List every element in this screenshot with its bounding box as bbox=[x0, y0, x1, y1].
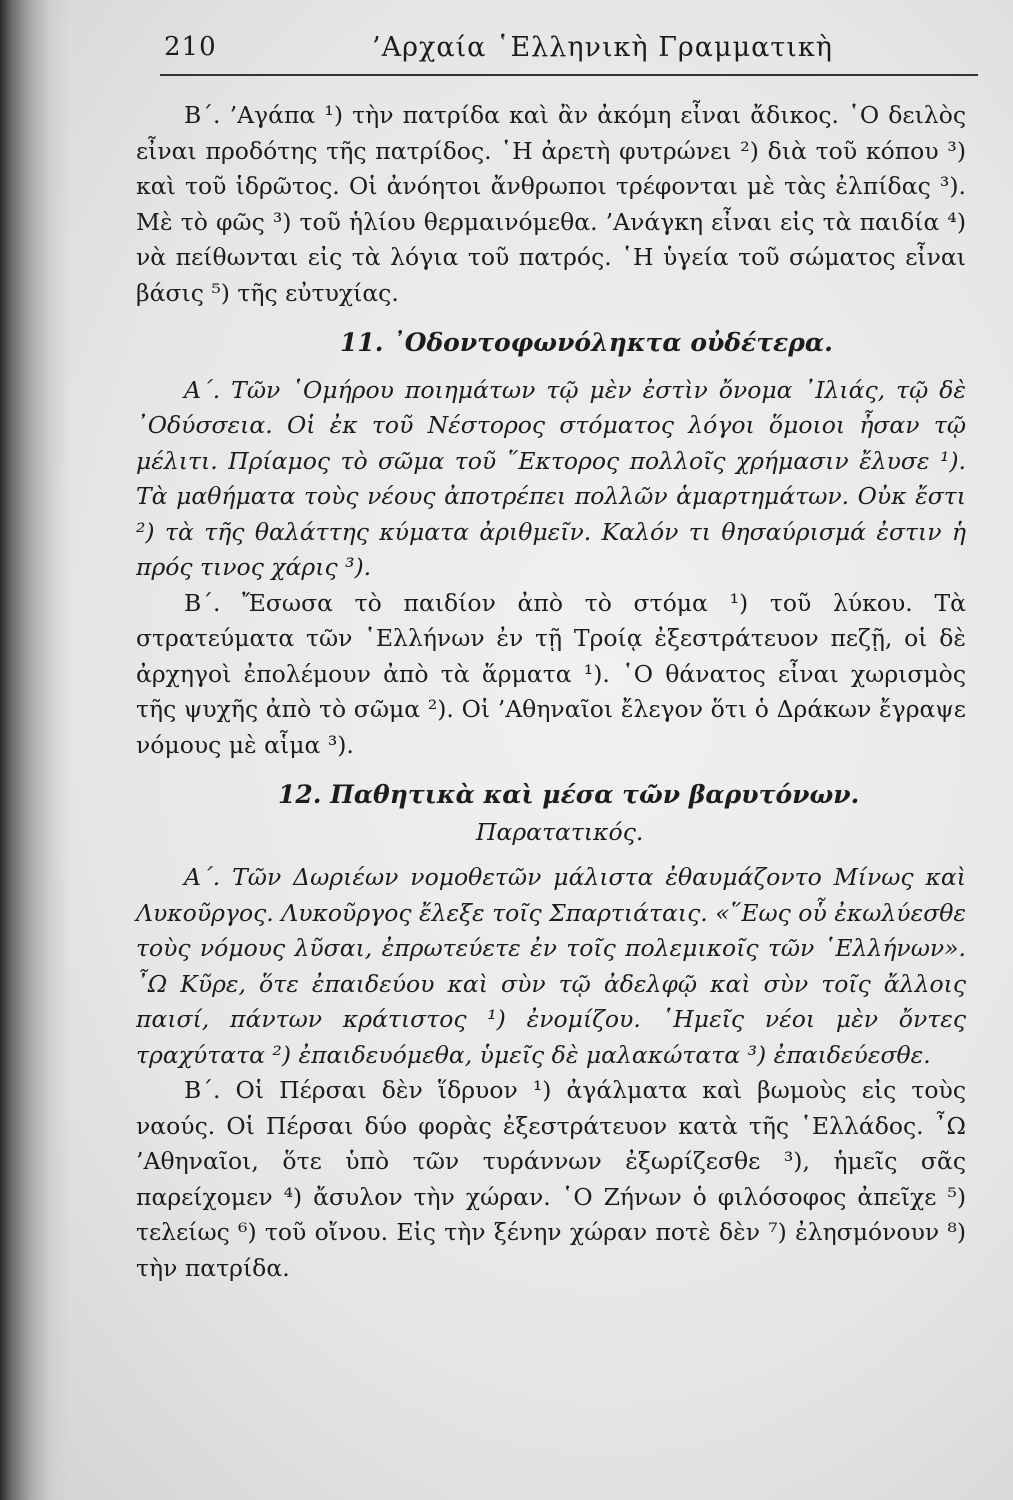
book-spine-shadow bbox=[0, 0, 70, 1500]
page-body bbox=[136, 98, 966, 1286]
running-title: ’Αρχαία ῾Ελληνικὴ Γραμματικὴ bbox=[372, 32, 833, 63]
paragraph-11-a: Α΄. Τῶν ῾Ομήρου ποιημάτων τῷ μὲν ἐστὶν ὄνομα ᾿Ιλιάς, τῷ δὲ ᾿Οδύσσεια. Οἱ ἐκ τοῦ Νέστορος στόματος λόγοι ὅμοιοι ἦσαν τῷ μέλιτι. Πρίαμος τὸ σῶμα τοῦ ῞Εκτορος πολλοῖς χρήμασιν ἔλυσε ¹). Τὰ μαθήματα τοὺς νέους ἀποτρέπει πολλῶν ἁμαρτημάτων. Οὐκ ἔστι ²) τὰ τῆς θαλάττης κύματα ἀριθμεῖν. Καλόν τι θησαύρισμά ἐστιν ἡ πρός τινος χάρις ³). bbox=[136, 375, 966, 581]
subheading-imperfect: Παρατατικός. bbox=[476, 817, 644, 846]
paragraph-11-b: Β΄. Ἔσωσα τὸ παιδίον ἀπὸ τὸ στόμα ¹) τοῦ λύκου. Τὰ στρατεύματα τῶν ῾Ελλήνων ἐν τῇ Τροίᾳ ἐξεστράτευον πεζῇ, οἱ δὲ ἀρχηγοὶ ἐπολέμουν ἀπὸ τὰ ἅρματα ¹). ῾Ο θάνατος εἶναι χωρισμὸς τῆς ψυχῆς ἀπὸ τὸ σῶμα ²). Οἱ ’Αθηναῖοι ἔλεγον ὅτι ὁ Δράκων ἔγραψε νόμους μὲ αἷμα ³). bbox=[136, 588, 966, 759]
paragraph-12-b: Β΄. Οἱ Πέρσαι δὲν ἵδρυον ¹) ἀγάλματα καὶ βωμοὺς εἰς τοὺς ναούς. Οἱ Πέρσαι δύο φορὰς ἐξεστράτευον κατὰ τῆς ῾Ελλάδος. ῏Ω ’Αθηναῖοι, ὅτε ὑπὸ τῶν τυράννων ἐξωρίζεσθε ³), ἡμεῖς σᾶς παρείχομεν ⁴) ἄσυλον τὴν χώραν. ῾Ο Ζήνων ὁ φιλόσοφος ἀπεῖχε ⁵) τελείως ⁶) τοῦ οἴνου. Εἰς τὴν ξένην χώραν ποτὲ δὲν ⁷) ἐλησμόνουν ⁸) τὴν πατρίδα. bbox=[136, 1076, 966, 1282]
section-heading-12: 12. Παθητικὰ καὶ μέσα τῶν βαρυτόνων. bbox=[278, 780, 860, 809]
page-number: 210 bbox=[164, 32, 217, 62]
page-header bbox=[160, 28, 980, 76]
paragraph-12-a: Α΄. Τῶν Δωριέων νομοθετῶν μάλιστα ἐθαυμάζοντο Μίνως καὶ Λυκοῦργος. Λυκοῦργος ἔλεξε τοῖς Σπαρτιάταις. «῞Εως οὗ ἐκωλύεσθε τοὺς νόμους λῦσαι, ἐπρωτεύετε ἐν τοῖς πολεμικοῖς τῶν ῾Ελλήνων». ῏Ω Κῦρε, ὅτε ἐπαιδεύου καὶ σὺν τῷ ἀδελφῷ καὶ σὺν τοῖς ἄλλοις παισί, πάντων κράτιστος ¹) ἐνομίζου. ῾Ημεῖς νέοι μὲν ὄντες τραχύτατα ²) ἐπαιδευόμεθα, ὑμεῖς δὲ μαλακώτατα ³) ἐπαιδεύεσθε. bbox=[136, 863, 966, 1069]
header-rule bbox=[160, 74, 978, 76]
section-heading-11: 11. ᾿Οδοντοφωνόληκτα οὐδέτερα. bbox=[340, 328, 833, 357]
paragraph-10-b: Β΄. ’Αγάπα ¹) τὴν πατρίδα καὶ ἂν ἀκόμη εἶναι ἄδικος. ῾Ο δειλὸς εἶναι προδότης τῆς πατρίδος. ῾Η ἀρετὴ φυτρώνει ²) διὰ τοῦ κόπου ³) καὶ τοῦ ἱδρῶτος. Οἱ ἀνόητοι ἄνθρωποι τρέφονται μὲ τὰς ἐλπίδας ³). Μὲ τὸ φῶς ³) τοῦ ἡλίου θερμαινόμεθα. ’Ανάγκη εἶναι εἰς τὰ παιδία ⁴) νὰ πείθωνται εἰς τὰ λόγια τοῦ πατρός. ῾Η ὑγεία τοῦ σώματος εἶναι βάσις ⁵) τῆς εὐτυχίας. bbox=[136, 101, 966, 307]
